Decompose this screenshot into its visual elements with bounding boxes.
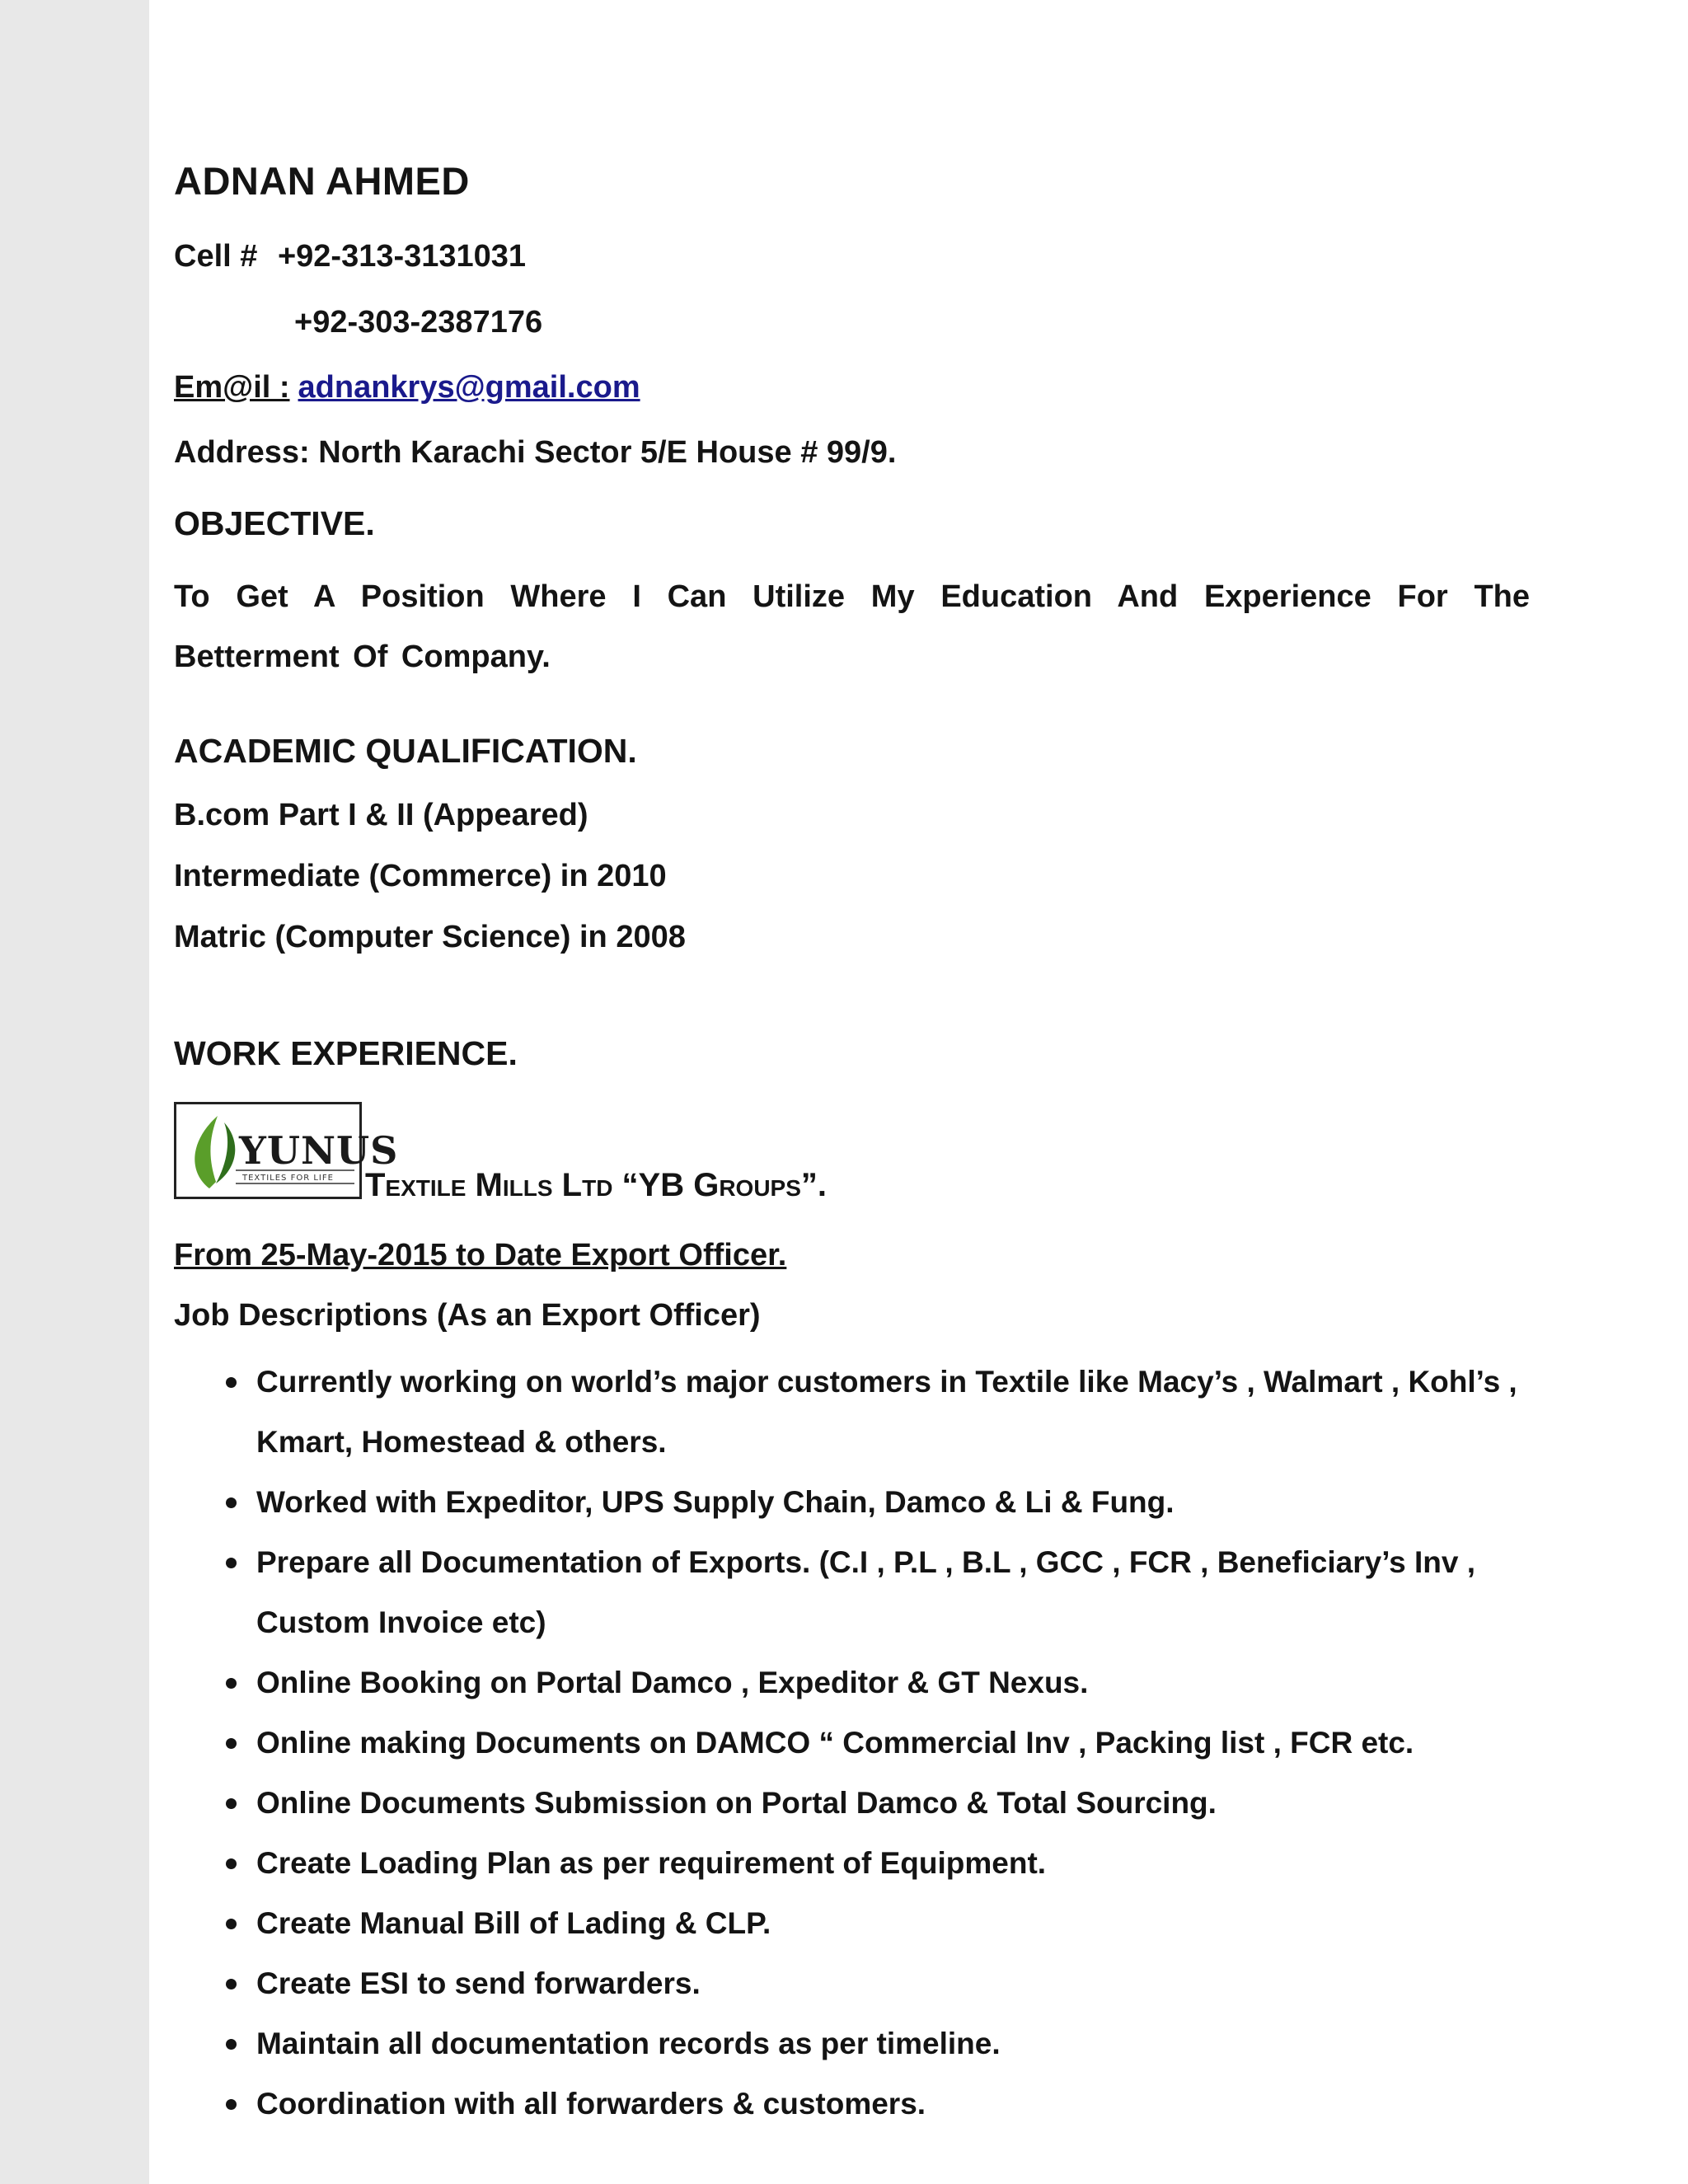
objective-text: To Get A Position Where I Can Utilize My Education And Experience For The Betterment Of Company.: [174, 579, 1530, 674]
work-heading: WORK EXPERIENCE.: [174, 1034, 518, 1072]
email-label: Em@il :: [174, 370, 290, 405]
list-item: Maintain all documentation records as per timeline.: [174, 2013, 1530, 2074]
employment-period: From 25-May-2015 to Date Export Officer.: [174, 1238, 787, 1272]
list-item: Currently working on world’s major customers in Textile like Macy’s , Walmart , Kohl’s , Kmart, Homestead & others.: [174, 1352, 1530, 1472]
academic-heading: ACADEMIC QUALIFICATION.: [174, 732, 637, 770]
list-item: Online Documents Submission on Portal Damco & Total Sourcing.: [174, 1773, 1530, 1833]
company-name: [365, 1167, 827, 1204]
academic-item: Intermediate (Commerce) in 2010: [174, 859, 667, 893]
academic-item: Matric (Computer Science) in 2008: [174, 920, 686, 954]
company-logo: [174, 1102, 399, 1199]
list-item: Create Manual Bill of Lading & CLP.: [174, 1893, 1530, 1953]
candidate-name: ADNAN AHMED: [174, 159, 470, 203]
list-item: Online Booking on Portal Damco , Expeditor & GT Nexus.: [174, 1652, 1530, 1713]
duties-list: [174, 1352, 1530, 2134]
list-item: Online making Documents on DAMCO “ Commercial Inv , Packing list , FCR etc.: [174, 1713, 1530, 1773]
list-item: Create Loading Plan as per requirement of Equipment.: [174, 1833, 1530, 1893]
list-item: Create ESI to send forwarders.: [174, 1953, 1530, 2013]
phone-line-1: [174, 239, 526, 274]
left-margin-strip: [0, 0, 149, 2184]
email-link[interactable]: adnankrys@gmail.com: [298, 370, 640, 405]
phone-2: +92-303-2387176: [294, 305, 543, 340]
list-item: Coordination with all forwarders & customers.: [174, 2074, 1530, 2134]
logo-tagline: TEXTILES FOR LIFE: [242, 1174, 334, 1183]
leaf-icon: [176, 1104, 399, 1197]
cell-label: Cell #: [174, 239, 258, 274]
company-name-text: Textile Mills Ltd “YB Groups”.: [365, 1167, 828, 1203]
academic-item: B.com Part I & II (Appeared): [174, 798, 588, 832]
job-description-title: Job Descriptions (As an Export Officer): [174, 1298, 761, 1333]
email-line: [174, 370, 640, 405]
logo-wordmark: YUNUS: [239, 1128, 399, 1173]
address: Address: North Karachi Sector 5/E House # 99/9.: [174, 435, 897, 470]
phone-1: +92-313-3131031: [277, 239, 527, 274]
list-item: Worked with Expeditor, UPS Supply Chain, Damco & Li & Fung.: [174, 1472, 1530, 1532]
list-item: Prepare all Documentation of Exports. (C.I , P.L , B.L , GCC , FCR , Beneficiary’s Inv , Custom Invoice etc): [174, 1532, 1530, 1652]
objective-heading: OBJECTIVE.: [174, 504, 375, 542]
